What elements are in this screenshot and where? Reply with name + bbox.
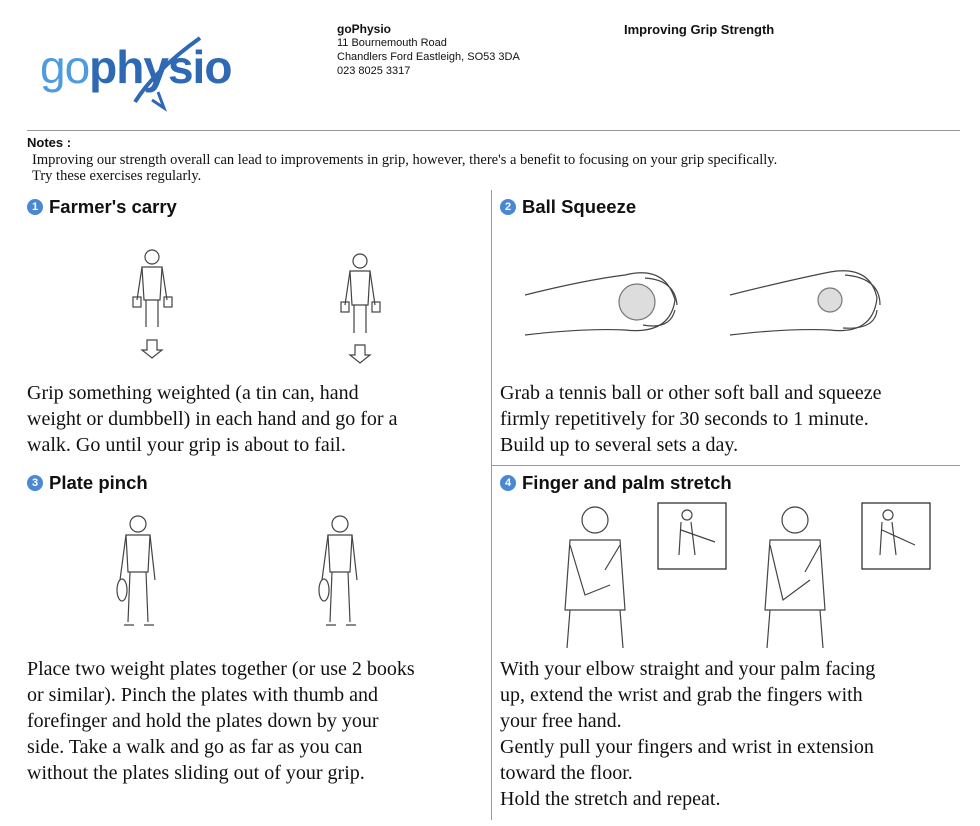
logo-wordmark: gophysio (40, 41, 232, 93)
clinic-phone: 023 8025 3317 (337, 65, 411, 77)
plate-pinch-illustration (100, 510, 400, 640)
description-line: your free hand. (500, 710, 622, 732)
description-line: forefinger and hold the plates down by your (27, 710, 379, 732)
exercise-3-description (27, 656, 487, 786)
row-divider (491, 465, 960, 466)
exercise-title-text: Plate pinch (49, 472, 148, 493)
notes-text (32, 152, 952, 184)
description-line: up, extend the wrist and grab the fingers with (500, 684, 863, 706)
description-line: weight or dumbbell) in each hand and go for a (27, 408, 398, 430)
description-line: With your elbow straight and your palm facing (500, 658, 876, 680)
finger-palm-stretch-illustration (555, 500, 935, 650)
description-line: or similar). Pinch the plates with thumb and (27, 684, 379, 706)
notes-label: Notes : (27, 135, 72, 150)
farmers-carry-illustration (120, 245, 400, 370)
exercise-4-title (500, 472, 732, 494)
description-line: side. Take a walk and go as far as you can (27, 736, 363, 758)
description-line: Hold the stretch and repeat. (500, 788, 721, 810)
ball-squeeze-illustration (525, 250, 925, 370)
header-divider (27, 130, 960, 131)
exercise-number-badge: 1 (27, 199, 43, 215)
clinic-address-line2: Chandlers Ford Eastleigh, SO53 3DA (337, 51, 520, 63)
exercise-2-description (500, 380, 970, 458)
description-line: toward the floor. (500, 762, 633, 784)
exercise-title-text: Finger and palm stretch (522, 472, 732, 493)
clinic-info (337, 22, 520, 78)
exercise-number-badge: 3 (27, 475, 43, 491)
description-line: Build up to several sets a day. (500, 434, 739, 456)
description-line: Gently pull your fingers and wrist in extension (500, 736, 874, 758)
exercise-number-badge: 4 (500, 475, 516, 491)
description-line: Grab a tennis ball or other soft ball and squeeze (500, 382, 882, 404)
notes-line: Try these exercises regularly. (32, 168, 202, 184)
description-line: Place two weight plates together (or use 2 books (27, 658, 415, 680)
exercise-title-text: Ball Squeeze (522, 196, 637, 217)
description-line: walk. Go until your grip is about to fail. (27, 434, 346, 456)
exercise-4-description (500, 656, 970, 812)
clinic-name: goPhysio (337, 22, 392, 36)
notes-line: Improving our strength overall can lead to improvements in grip, however, there's a benefit to focusing on your grip specifically. (32, 152, 778, 168)
gophysio-logo (40, 30, 232, 115)
column-divider (491, 190, 492, 820)
document-title: Improving Grip Strength (624, 22, 775, 37)
exercise-1-description (27, 380, 487, 458)
exercise-1-title (27, 196, 177, 218)
description-line: without the plates sliding out of your grip. (27, 762, 365, 784)
exercise-2-title (500, 196, 636, 218)
description-line: firmly repetitively for 30 seconds to 1 minute. (500, 408, 869, 430)
description-line: Grip something weighted (a tin can, hand (27, 382, 359, 404)
exercise-number-badge: 2 (500, 199, 516, 215)
clinic-address-line1: 11 Bournemouth Road (337, 37, 447, 49)
exercise-title-text: Farmer's carry (49, 196, 177, 217)
exercise-3-title (27, 472, 148, 494)
